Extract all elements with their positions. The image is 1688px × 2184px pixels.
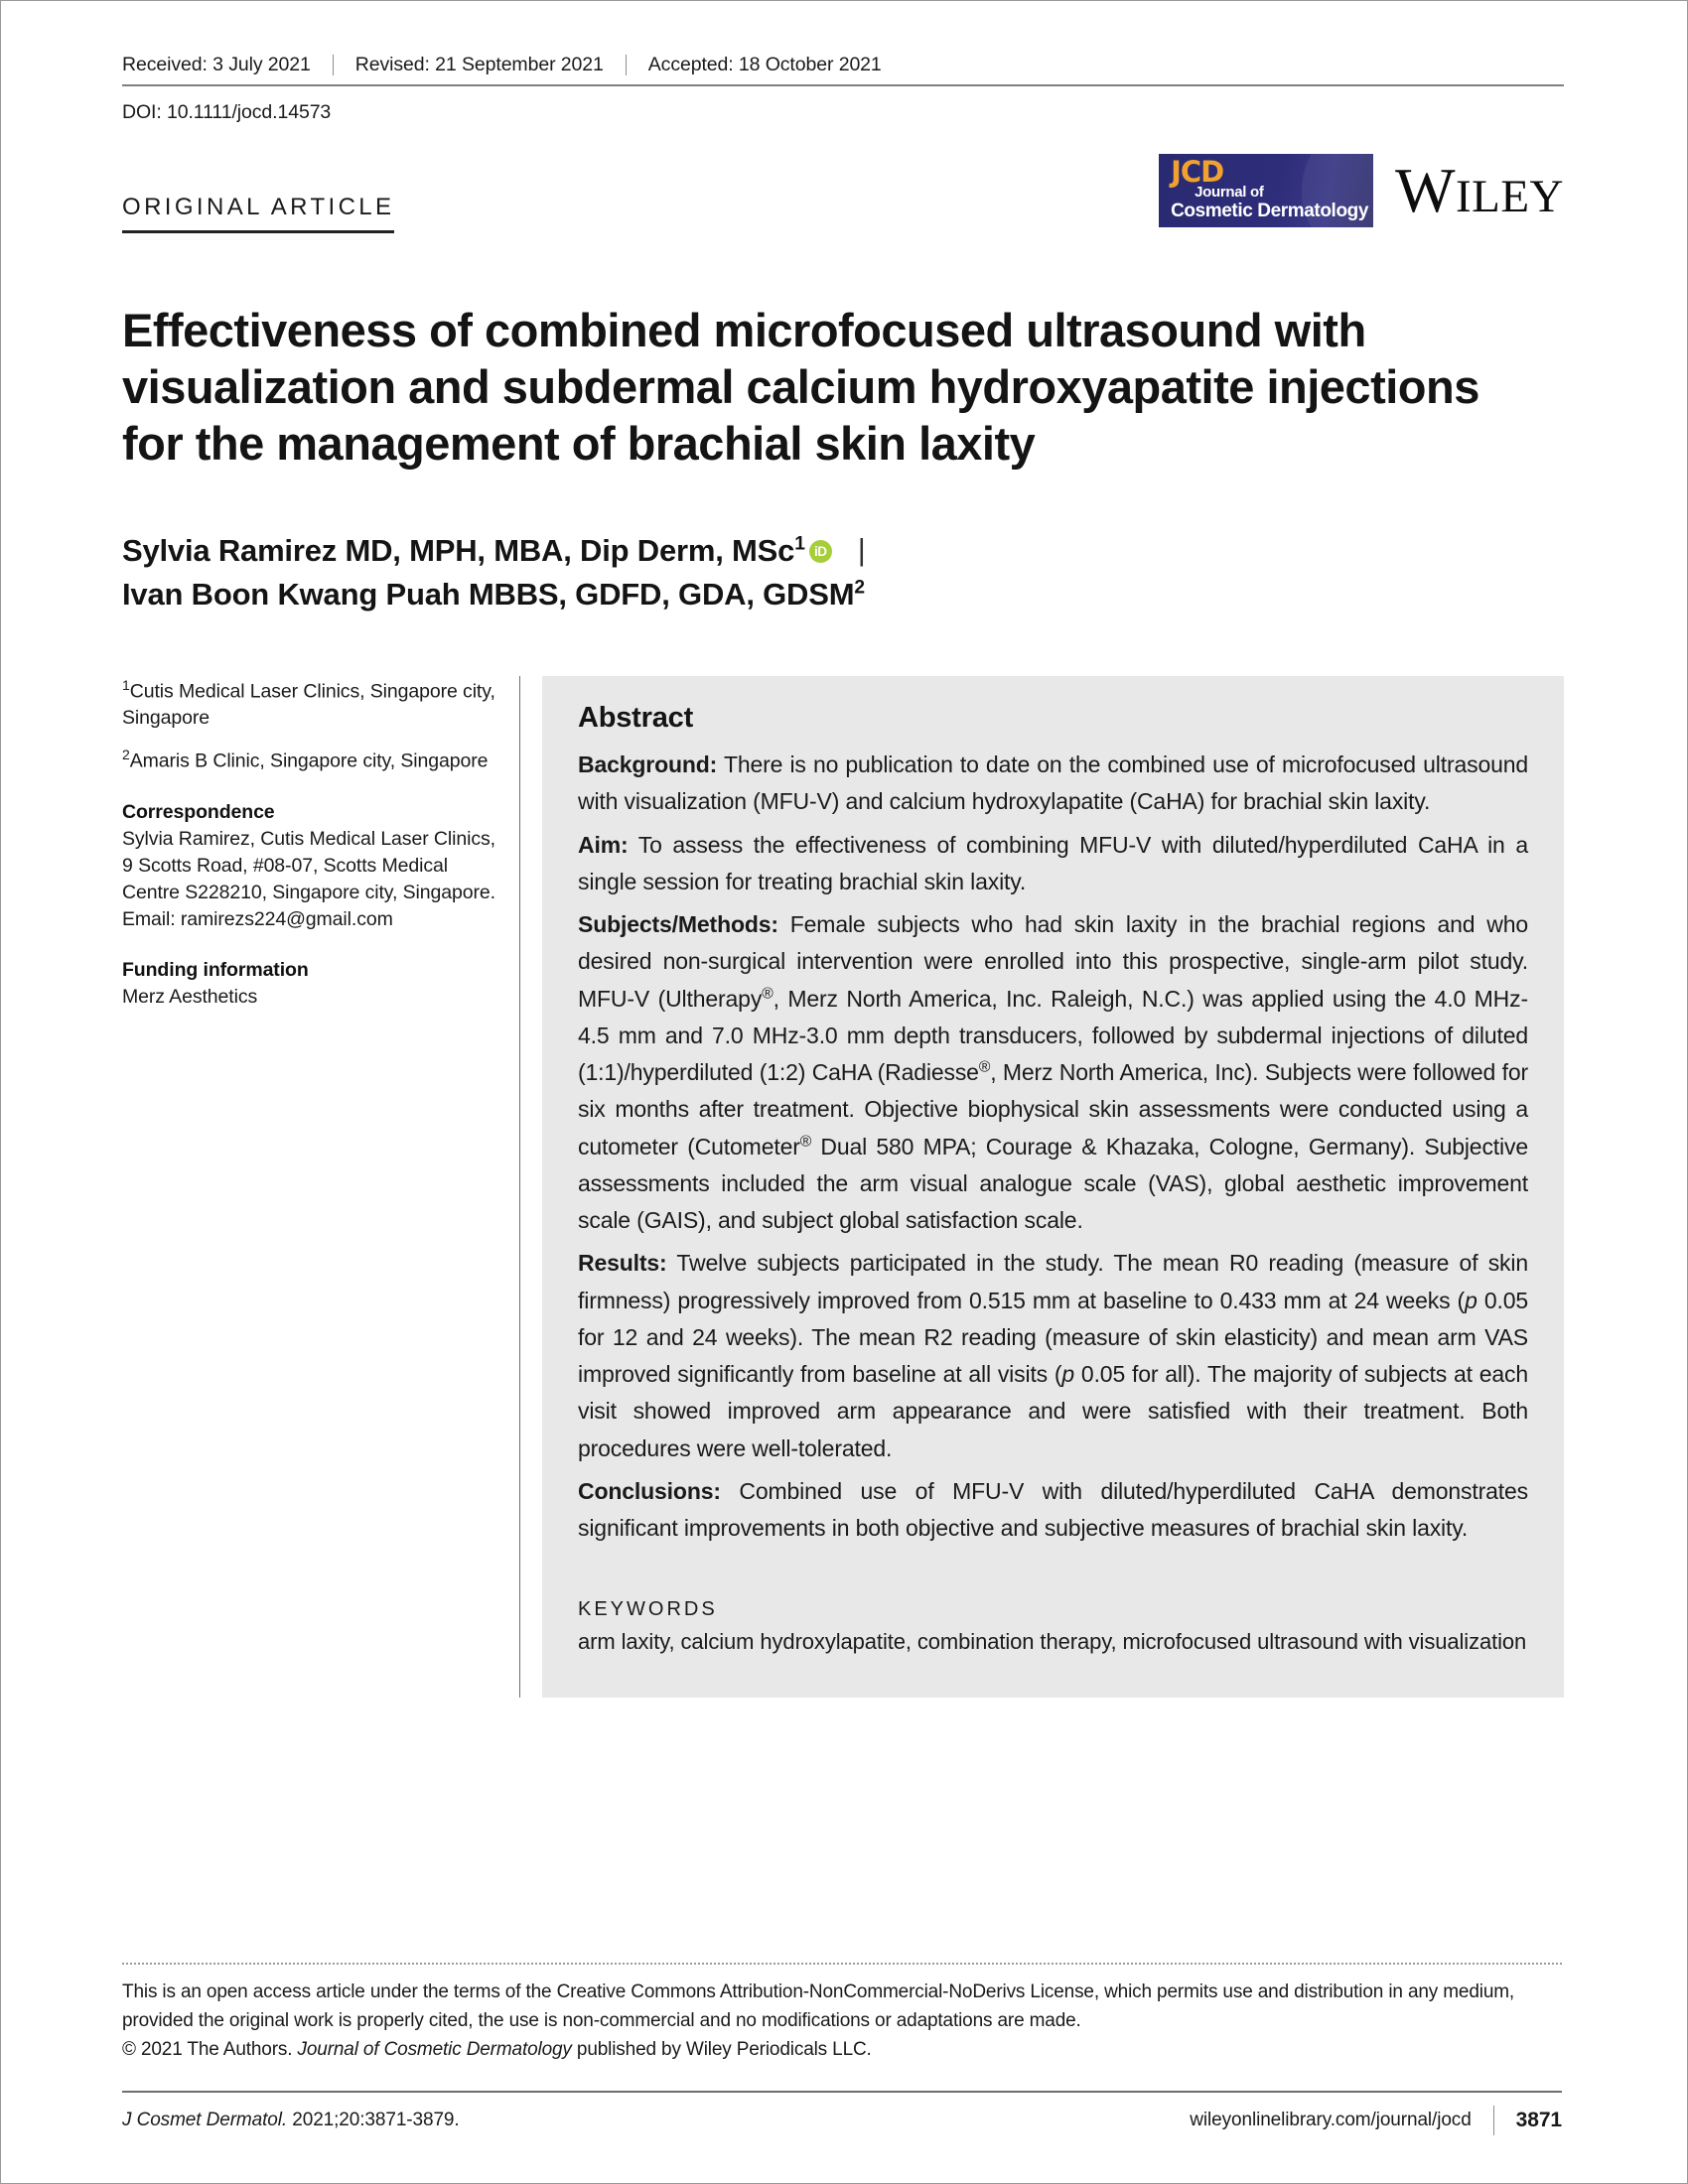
author-separator: | <box>857 532 866 568</box>
abstract-section-results <box>578 1245 1528 1467</box>
license-text <box>122 1979 1562 2065</box>
keywords-heading: KEYWORDS <box>578 1598 718 1621</box>
journal-logo-icon[interactable] <box>1159 154 1373 227</box>
doi-link[interactable]: DOI: 10.1111/jocd.14573 <box>122 101 332 124</box>
correspondence-heading: Correspondence <box>122 800 275 823</box>
accepted-date: Accepted: 18 October 2021 <box>647 54 882 75</box>
author-two[interactable] <box>122 577 865 612</box>
abstract-section-conclusions <box>578 1473 1528 1548</box>
abstract-label-conclusions: Conclusions: <box>578 1477 721 1504</box>
author-one-affil-marker: 1 <box>794 533 805 555</box>
page-title: Effectiveness of combined microfocused ultrasound with visualization and subdermal calcium hydroxyapatite injections for the management of brachial skin laxity <box>122 304 1479 471</box>
abstract-section-methods <box>578 906 1528 1239</box>
jcd-subtitle-line1: Journal of <box>1195 184 1264 202</box>
affiliation-marker: 2 <box>122 747 130 763</box>
abstract-panel <box>542 676 1564 1697</box>
page-number: 3871 <box>1515 2109 1562 2131</box>
abstract-label-background: Background: <box>578 751 718 778</box>
article-type-logo-row <box>122 155 1564 255</box>
keywords-list: arm laxity, calcium hydroxylapatite, combination therapy, microfocused ultrasound with visualization <box>578 1629 1527 1655</box>
article-type-label: ORIGINAL ARTICLE <box>122 194 394 233</box>
citation-journal: J Cosmet Dermatol. <box>122 2110 288 2130</box>
abstract-text-aim: To assess the effectiveness of combining MFU-V with diluted/hyperdiluted CaHA in a single session for treating brachial skin laxity. <box>578 831 1529 894</box>
copyright-journal-name: Journal of Cosmetic Dermatology <box>297 2039 572 2061</box>
funding-body: Merz Aesthetics <box>122 986 258 1009</box>
affiliation-text: Amaris B Clinic, Singapore city, Singapore <box>129 750 489 772</box>
received-date: Received: 3 July 2021 <box>122 54 311 75</box>
publication-history <box>122 55 1564 86</box>
jcd-subtitle-line2: Cosmetic Dermatology <box>1171 201 1369 222</box>
abstract-label-results: Results: <box>578 1250 667 1277</box>
metadata-column <box>122 676 519 1011</box>
correspondence-email[interactable]: Email: ramirezs224@gmail.com <box>122 908 393 931</box>
copyright-prefix: © 2021 The Authors. <box>122 2039 293 2061</box>
correspondence-body: Sylvia Ramirez, Cutis Medical Laser Clinics, 9 Scotts Road, #08-07, Scotts Medical Centre S228210, Singapore city, Singapore. <box>122 827 495 903</box>
body-columns <box>122 676 1564 1697</box>
copyright-suffix: published by Wiley Periodicals LLC. <box>576 2039 872 2061</box>
footer-divider <box>122 2091 1562 2093</box>
author-one-name: Sylvia Ramirez MD, MPH, MBA, Dip Derm, MSc <box>122 533 795 569</box>
footer-row <box>122 2106 1562 2135</box>
abstract-text-background: There is no publication to date on the combined use of microfocused ultrasound with visualization (MFU-V) and calcium hydroxylapatite (CaHA) for brachial skin laxity. <box>578 751 1529 815</box>
affiliation-marker: 1 <box>122 677 130 694</box>
abstract-label-aim: Aim: <box>578 831 629 858</box>
author-one[interactable] <box>122 533 805 568</box>
abstract-section-aim <box>578 827 1528 901</box>
affiliation-item <box>122 746 503 774</box>
abstract-label-methods: Subjects/Methods: <box>578 911 778 938</box>
abstract-text-results: Twelve subjects participated in the study. The mean R0 reading (measure of skin firmness) progressively improved from 0.515 mm at baseline to 0.433 mm at 24 weeks (p 0.05 for 12 and 24 weeks). The mean R2 reading (measure of skin elasticity) and mean arm VAS improved significantly from baseline at all visits (p 0.05 for all). The majority of subjects at each visit showed improved arm appearance and were satisfied with their treatment. Both procedures were well-tolerated. <box>578 1250 1529 1461</box>
abstract-section-background <box>578 747 1528 821</box>
abstract-text-conclusions: Combined use of MFU-V with diluted/hyperdiluted CaHA demonstrates significant improvements in both objective and subjective measures of brachial skin laxity. <box>578 1477 1528 1542</box>
author-list <box>122 528 1564 616</box>
page-content <box>122 1 1564 2184</box>
citation-volume-pages: 2021;20:3871-3879. <box>292 2110 460 2130</box>
license-statement: This is an open access article under the terms of the Creative Commons Attribution-NonCommercial-NoDerivs License, which permits use and distribution in any medium, provided the original work is properly cited, the use is non-commercial and no modifications or adaptations are made. <box>122 1981 1515 2032</box>
page-footer <box>122 1963 1562 2135</box>
footer-right-group <box>1190 2106 1562 2135</box>
abstract-heading: Abstract <box>578 702 694 735</box>
journal-url[interactable]: wileyonlinelibrary.com/journal/jocd <box>1190 2110 1472 2130</box>
footer-dotted-divider <box>122 1963 1562 1965</box>
funding-heading: Funding information <box>122 959 309 982</box>
author-two-name: Ivan Boon Kwang Puah MBBS, GDFD, GDA, GDSM <box>122 577 855 613</box>
affiliation-text: Cutis Medical Laser Clinics, Singapore city, Singapore <box>122 680 495 730</box>
logo-group <box>1159 154 1564 227</box>
citation-line <box>122 2110 460 2131</box>
column-divider <box>519 676 520 1697</box>
wiley-logo-icon[interactable]: WILEY <box>1395 155 1564 226</box>
abstract-text-methods: Female subjects who had skin laxity in the brachial regions and who desired non-surgical intervention were enrolled into this prospective, single-arm pilot study. MFU-V (Ultherapy®, Merz North America, Inc. Raleigh, N.C.) was applied using the 4.0 MHz-4.5 mm and 7.0 MHz-3.0 mm depth transducers, followed by subdermal injections of diluted (1:1)/hyperdiluted (1:2) CaHA (Radiesse®, Merz North America, Inc). Subjects were followed for six months after treatment. Objective biophysical skin assessments were conducted using a cutometer (Cutometer® Dual 580 MPA; Courage & Khazaka, Cologne, Germany). Subjective assessments included the arm visual analogue scale (VAS), global aesthetic improvement scale (GAIS), and subject global satisfaction scale. <box>578 911 1529 1234</box>
revised-date: Revised: 21 September 2021 <box>354 54 604 75</box>
orcid-icon[interactable]: iD <box>809 540 832 563</box>
jcd-mark-text: JCD <box>1171 155 1224 190</box>
affiliation-item <box>122 676 503 732</box>
author-two-affil-marker: 2 <box>854 577 865 599</box>
